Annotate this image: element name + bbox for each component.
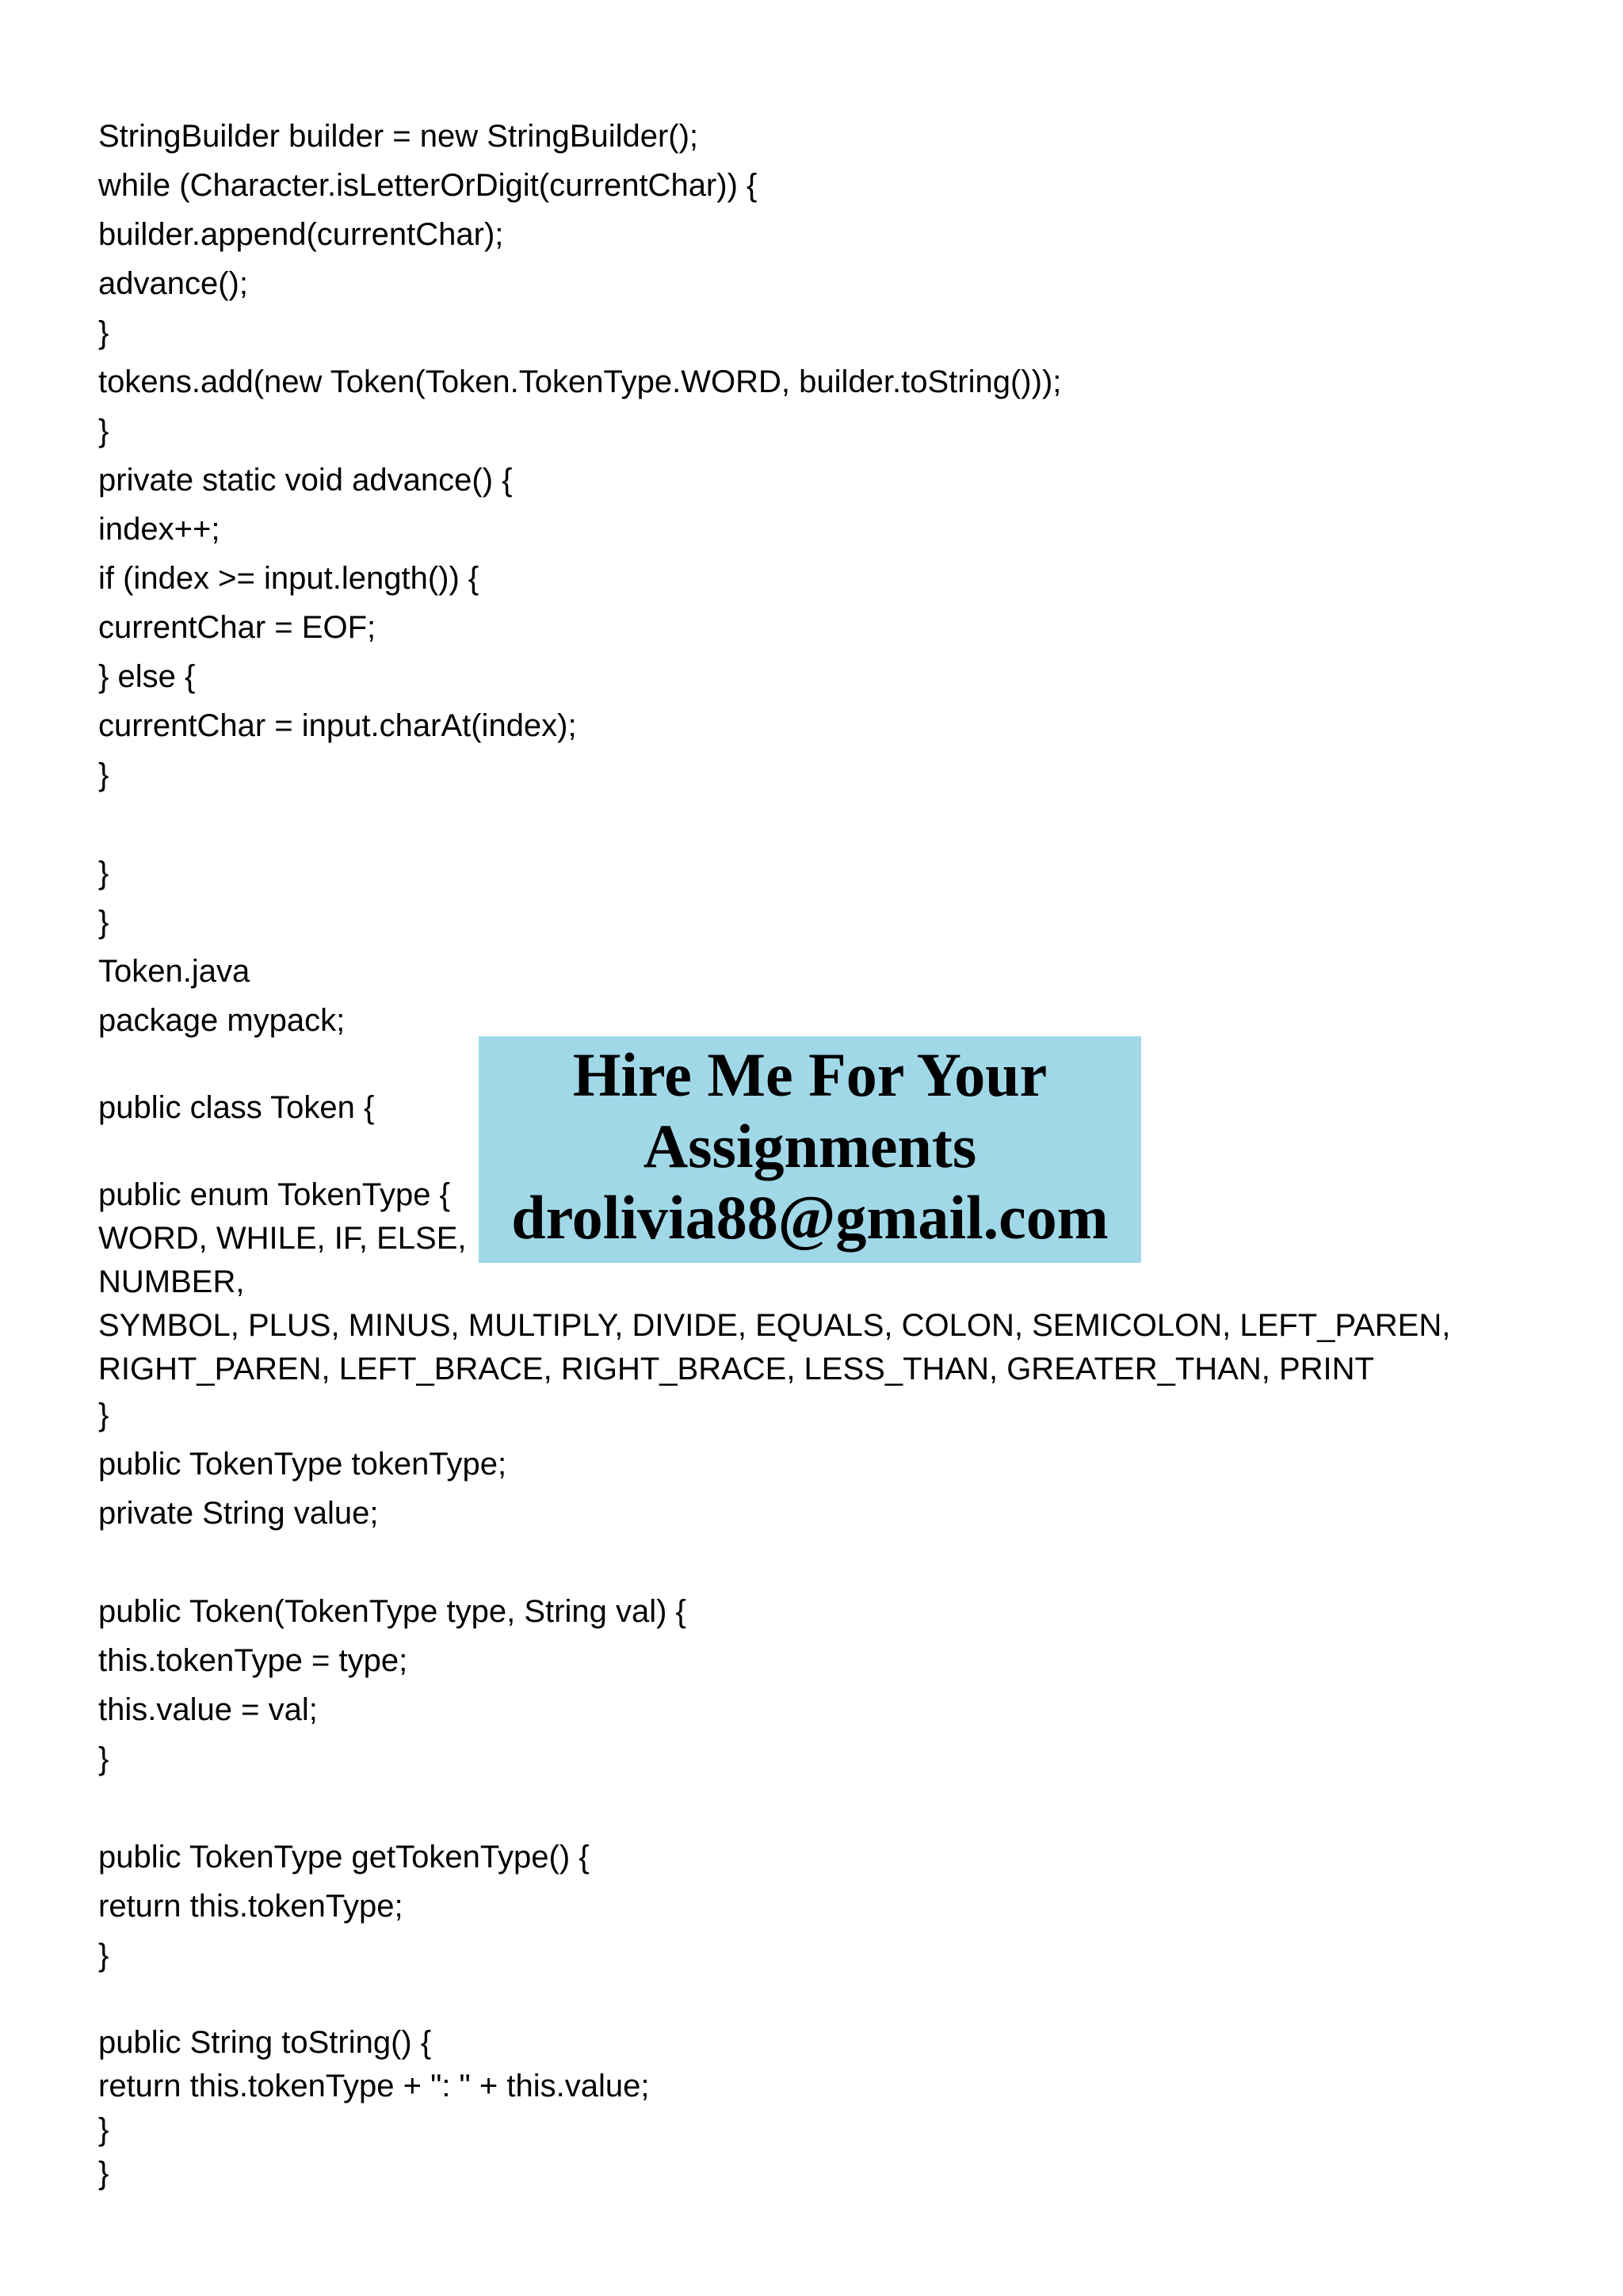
code-line: return this.tokenType; <box>98 1889 403 1924</box>
code-line: RIGHT_PAREN, LEFT_BRACE, RIGHT_BRACE, LESS_THAN, GREATER_THAN, PRINT <box>98 1352 1374 1386</box>
code-line: private static void advance() { <box>98 463 513 498</box>
code-line: } <box>98 1938 109 1973</box>
code-line: } <box>98 315 109 350</box>
code-line: SYMBOL, PLUS, MINUS, MULTIPLY, DIVIDE, EQUALS, COLON, SEMICOLON, LEFT_PAREN, <box>98 1308 1451 1343</box>
code-line: builder.append(currentChar); <box>98 217 504 252</box>
code-line: index++; <box>98 512 220 547</box>
file-heading: Token.java <box>98 954 250 989</box>
code-line: tokens.add(new Token(Token.TokenType.WORD, builder.toString())); <box>98 364 1062 399</box>
watermark-email: drolivia88@gmail.com <box>511 1183 1109 1252</box>
code-line: public TokenType tokenType; <box>98 1447 507 1482</box>
code-line: private String value; <box>98 1496 379 1531</box>
watermark-banner <box>479 1036 1141 1263</box>
code-line: } <box>98 905 109 940</box>
code-line: package mypack; <box>98 1003 346 1038</box>
code-line: public enum TokenType { <box>98 1177 451 1212</box>
code-line: } <box>98 757 109 792</box>
code-line: public TokenType getTokenType() { <box>98 1840 590 1875</box>
watermark-line: Hire Me For Your <box>572 1040 1048 1109</box>
code-line: } <box>98 1741 109 1776</box>
code-line: } <box>98 2156 109 2191</box>
code-line: StringBuilder builder = new StringBuilder(); <box>98 119 699 154</box>
code-line: } <box>98 856 109 891</box>
code-line: while (Character.isLetterOrDigit(currentChar)) { <box>98 168 758 203</box>
code-line: public class Token { <box>98 1090 375 1125</box>
code-line: } <box>98 1398 109 1432</box>
watermark-line: Assignments <box>643 1112 977 1180</box>
code-line: advance(); <box>98 266 248 301</box>
code-line: WORD, WHILE, IF, ELSE, <box>98 1221 467 1256</box>
code-line: if (index >= input.length()) { <box>98 561 479 596</box>
code-line: NUMBER, <box>98 1264 245 1299</box>
code-line: this.tokenType = type; <box>98 1643 408 1678</box>
code-line: public Token(TokenType type, String val) { <box>98 1594 686 1629</box>
code-line: } <box>98 2112 109 2147</box>
code-line: } else { <box>98 659 196 694</box>
code-line: } <box>98 414 109 448</box>
code-line: this.value = val; <box>98 1692 318 1727</box>
code-line: currentChar = input.charAt(index); <box>98 708 577 743</box>
code-line: public String toString() { <box>98 2025 432 2060</box>
code-line: currentChar = EOF; <box>98 610 376 645</box>
code-line: return this.tokenType + ": " + this.value; <box>98 2069 650 2103</box>
